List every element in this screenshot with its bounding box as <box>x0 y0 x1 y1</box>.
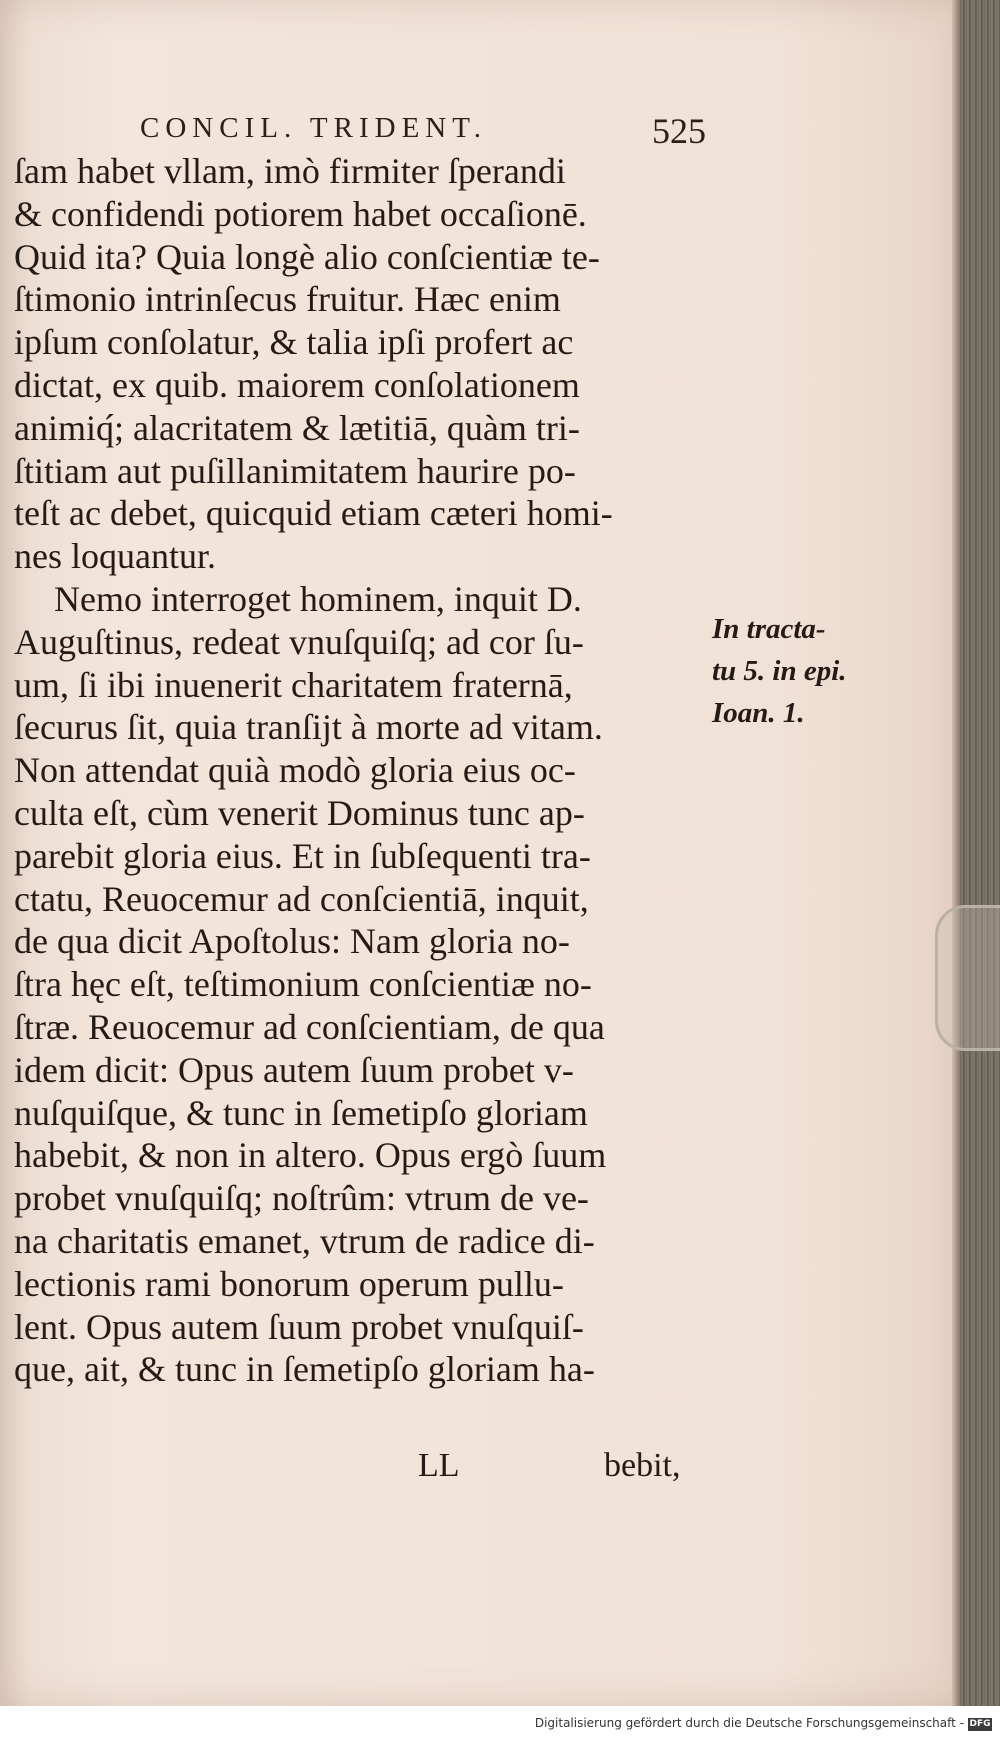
text-line: ſtitiam aut puſillanimitatem haurire po- <box>14 450 576 491</box>
text-line: habebit, & non in altero. Opus ergò ſuum <box>14 1135 607 1176</box>
text-line: nuſquiſque, & tunc in ſemetipſo gloriam <box>14 1092 588 1133</box>
text-line: ctatu, Reuocemur ad conſcientiā, inquit, <box>14 878 589 919</box>
page-footer-row <box>14 1444 704 1488</box>
text-line: um, ſi ibi inuenerit charitatem fraternā, <box>14 664 573 705</box>
catchword: bebit, <box>604 1447 681 1484</box>
text-line: ſam habet vllam, imò firmiter ſperandi <box>14 151 566 191</box>
page-gutter-shadow <box>952 0 960 1706</box>
text-line: Auguſtinus, redeat vnuſquiſq; ad cor ſu- <box>14 621 584 662</box>
text-line: culta eſt, cùm venerit Dominus tunc ap- <box>14 792 585 833</box>
text-line: probet vnuſquiſq; noſtrûm: vtrum de ve- <box>14 1178 589 1219</box>
text-line: lent. Opus autem ſuum probet vnuſquiſ- <box>14 1306 584 1347</box>
text-line: lectionis rami bonorum operum pullu- <box>14 1263 564 1304</box>
book-page-edges <box>960 0 1000 1706</box>
paragraph-first-line: Nemo interroget hominem, inquit D. <box>54 578 582 619</box>
marginal-note <box>712 608 892 734</box>
text-line: parebit gloria eius. Et in ſubſequenti tra- <box>14 835 591 876</box>
text-line: teſt ac debet, quicquid etiam cæteri homi- <box>14 493 613 534</box>
book-clasp <box>935 905 1000 1051</box>
marginal-note-line: tu 5. in epi. <box>712 655 847 687</box>
marginal-note-line: Ioan. 1. <box>712 697 805 729</box>
running-head: CONCIL. TRIDENT. <box>140 112 488 144</box>
body-text <box>14 150 704 1391</box>
text-line: ſecurus ſit, quia tranſijt à morte ad vitam. <box>14 707 603 748</box>
marginal-note-line: In tracta- <box>712 613 826 645</box>
text-line: ſtimonio intrinſecus fruitur. Hæc enim <box>14 279 561 320</box>
dfg-logo: DFG <box>969 1719 991 1729</box>
text-line: de qua dicit Apoſtolus: Nam gloria no- <box>14 921 570 962</box>
text-line: animiq́; alacritatem & lætitiā, quàm tri- <box>14 407 580 448</box>
text-line: que, ait, & tunc in ſemetipſo gloriam ha- <box>14 1349 595 1390</box>
digitization-footer <box>0 1706 1000 1740</box>
text-line: dictat, ex quib. maiorem conſolationem <box>14 364 580 405</box>
text-line: na charitatis emanet, vtrum de radice di- <box>14 1220 595 1261</box>
page-number: 525 <box>652 111 706 151</box>
text-line: & confidendi potiorem habet occaſionē. <box>14 193 587 234</box>
funding-credit: Digitalisierung gefördert durch die Deutsche Forschungsgemeinschaft - <box>534 1716 964 1730</box>
text-line: ſtra hęc eſt, teſtimonium conſcientiæ no- <box>14 964 592 1005</box>
text-line: nes loquantur. <box>14 536 216 577</box>
text-line: Quid ita? Quia longè alio conſcientiæ te- <box>14 236 600 277</box>
text-line: Non attendat quià modò gloria eius oc- <box>14 750 576 791</box>
text-line: ſtræ. Reuocemur ad conſcientiam, de qua <box>14 1006 605 1047</box>
text-line: ipſum conſolatur, & talia ipſi profert ac <box>14 322 574 363</box>
text-line: idem dicit: Opus autem ſuum probet v- <box>14 1049 574 1090</box>
signature-mark: LL <box>418 1447 460 1484</box>
